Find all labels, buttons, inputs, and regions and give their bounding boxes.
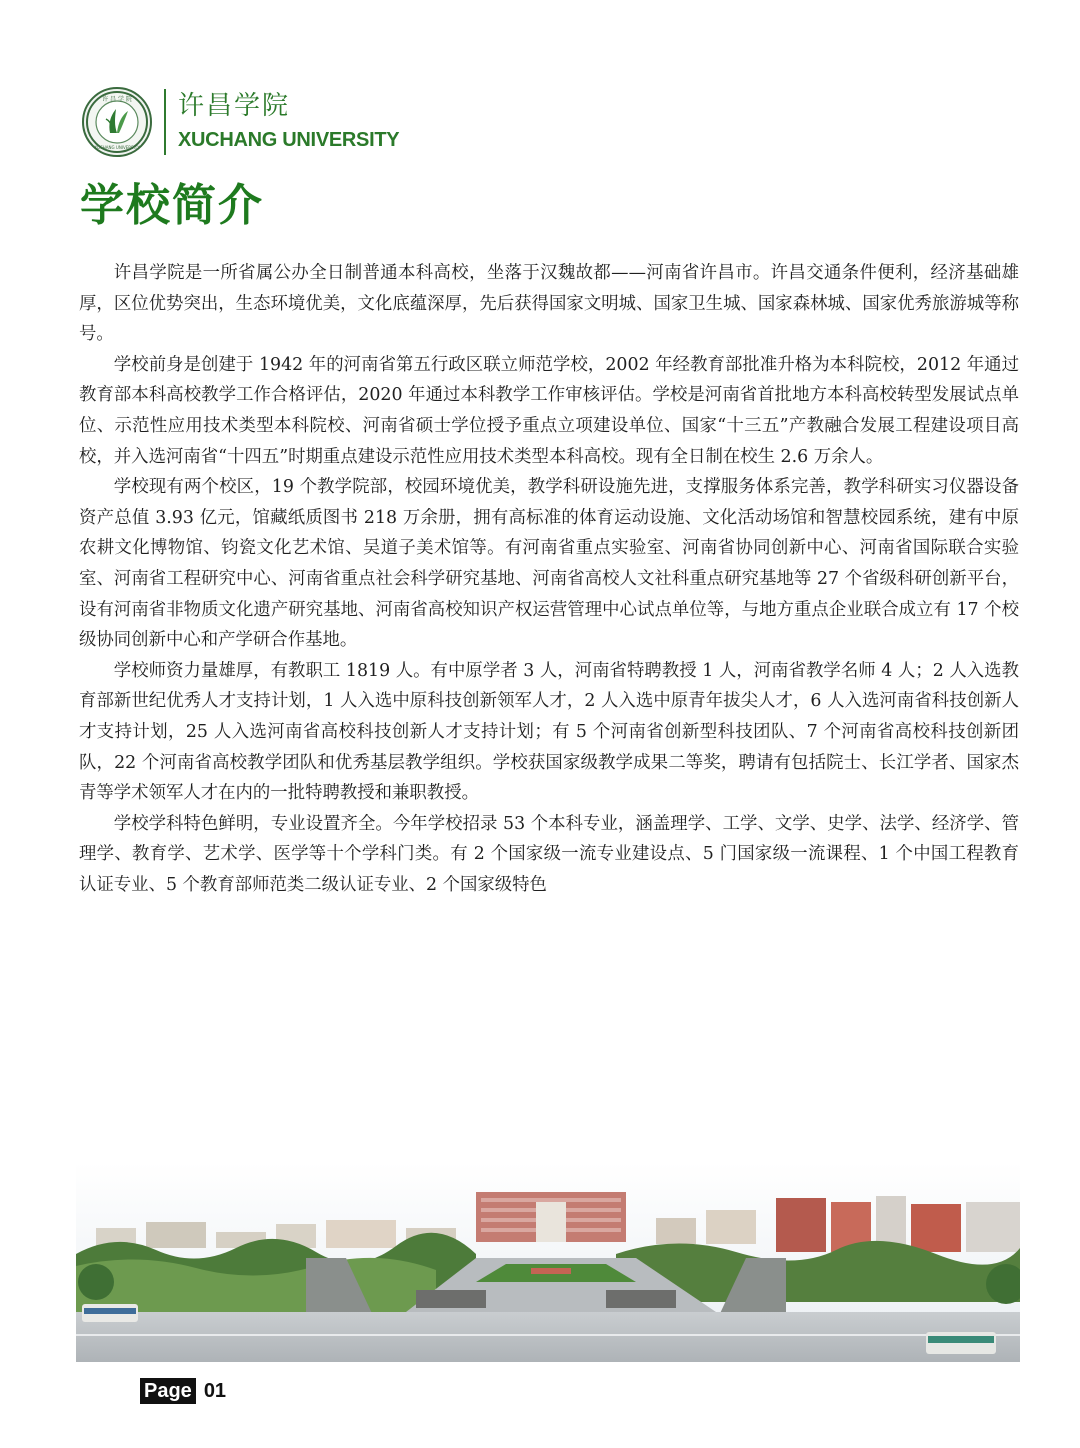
header-divider [164,89,166,155]
page-title: 学校简介 [80,180,264,231]
paragraph-facilities: 学校现有两个校区，19 个教学院部，校园环境优美，教学科研设施先进，支撑服务体系完善，教学科研实习仪器设备资产总值 3.93 亿元，馆藏纸质图书 218 万余册，拥有高标准的体育运动设施、文化活动场馆和智慧校园系统，建有中原农耕文化博物馆、钧瓷文化艺术馆、吴道子美术馆等。有河南省重点实验室、河南省协同创新中心、河南省国际联合实验室、河南省工程研究中心、河南省重点社会科学研究基地、河南省高校人文社科重点研究基地等 27 个省级科研创新平台，设有河南省非物质文化遗产研究基地、河南省高校知识产权运营管理中心试点单位等，与地方重点企业联合成立有 17 个校级协同创新中心和产学研合作基地。 [79,477,1019,651]
campus-panorama-image [76,1162,1020,1362]
university-brand [178,86,399,158]
university-name-en: XUCHANG UNIVERSITY [178,129,400,151]
page-label: Page [140,1378,196,1404]
paragraph-location: 许昌学院是一所省属公办全日制普通本科高校，坐落于汉魏故都——河南省许昌市。许昌交通条件便利，经济基础雄厚，区位优势突出，生态环境优美，文化底蕴深厚，先后获得国家文明城、国家卫生城、国家森林城、国家优秀旅游城等称号。 [79,263,1019,345]
paragraph-disciplines: 学校学科特色鲜明，专业设置齐全。今年学校招录 53 个本科专业，涵盖理学、工学、文学、史学、法学、经济学、管理学、教育学、艺术学、医学等十个学科门类。有 2 个国家级一流专业建设点、5 门国家级一流课程、1 个中国工程教育认证专业、5 个教育部师范类二级认证专业、2 个国家级特色 [79,813,1019,895]
university-seal-icon [82,87,152,157]
svg-text:许 昌 学 院: 许 昌 学 院 [102,96,132,103]
svg-text:XUCHANG UNIVERSITY: XUCHANG UNIVERSITY [94,145,140,150]
university-name-cn: 许昌学院 [178,91,291,121]
paragraph-faculty: 学校师资力量雄厚，有教职工 1819 人。有中原学者 3 人，河南省特聘教授 1 人，河南省教学名师 4 人；2 人入选教育部新世纪优秀人才支持计划，1 人入选中原科技创新领军人才，2 人入选中原青年拔尖人才，6 人入选河南省科技创新人才支持计划，25 人入选河南省高校科技创新人才支持计划；有 5 个河南省创新型科技团队、7 个河南省高校科技创新团队，22 个河南省高校教学团队和优秀基层教学组织。学校获国家级教学成果二等奖，聘请有包括院士、长江学者、国家杰青等学术领军人才在内的一批特聘教授和兼职教授。 [79,660,1019,804]
introduction-body [79,258,1019,1112]
page-header [82,86,399,158]
page-footer [140,1377,226,1405]
paragraph-history: 学校前身是创建于 1942 年的河南省第五行政区联立师范学校，2002 年经教育部批准升格为本科院校，2012 年通过教育部本科高校教学工作合格评估，2020 年通过本科教学工作审核评估。学校是河南省首批地方本科高校转型发展试点单位、示范性应用技术类型本科院校、河南省硕士学位授予重点立项建设单位、国家“十三五”产教融合发展工程建设项目高校，并入选河南省“十四五”时期重点建设示范性应用技术类型本科高校。现有全日制在校生 2.6 万余人。 [79,354,1019,467]
page-number: 01 [203,1379,227,1402]
